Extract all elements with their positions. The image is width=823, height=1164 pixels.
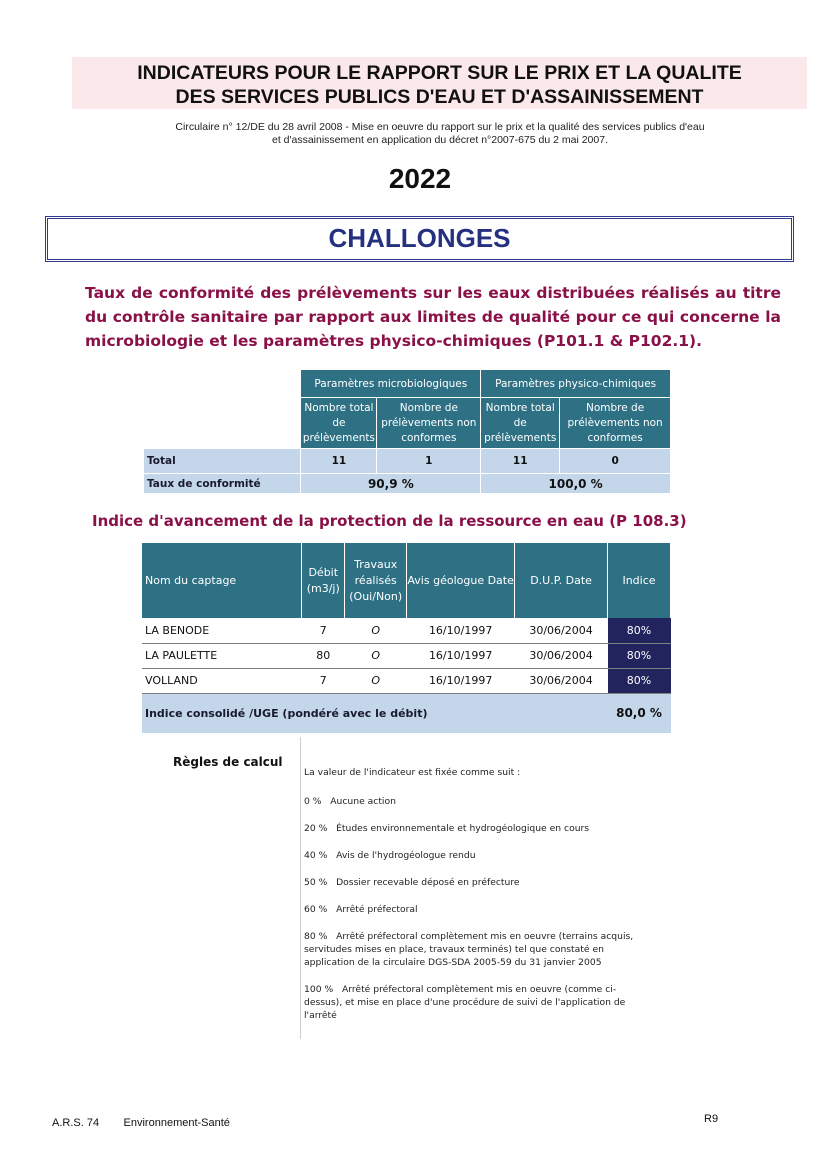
- row-debit: 7: [302, 618, 345, 643]
- group-physico-header: Paramètres physico-chimiques: [481, 370, 671, 398]
- rules-divider: [300, 737, 301, 1039]
- table-row: [142, 643, 671, 668]
- row-travaux: O: [345, 618, 407, 643]
- row-avis: 16/10/1997: [407, 643, 515, 668]
- header-avis: Avis géologue Date: [407, 543, 515, 618]
- group-micro-header: Paramètres microbiologiques: [301, 370, 481, 398]
- conformity-rate-row: [144, 474, 671, 494]
- header-travaux: Travaux réalisés (Oui/Non): [345, 543, 407, 618]
- row-dup: 30/06/2004: [515, 668, 608, 693]
- row-avis: 16/10/1997: [407, 668, 515, 693]
- footer-dept: Environnement-Santé: [123, 1117, 230, 1129]
- rule-item: 50 % Dossier recevable déposé en préfecture: [304, 877, 520, 888]
- physico-total-header: Nombre total de prélèvements: [481, 398, 560, 449]
- row-indice: 80%: [608, 643, 671, 668]
- header-dup: D.U.P. Date: [515, 543, 608, 618]
- circular-line-1: Circulaire n° 12/DE du 28 avril 2008 - Mise en oeuvre du rapport sur le prix et la qualité des services publics d'eau: [175, 121, 705, 133]
- physico-total-value: 11: [481, 449, 560, 474]
- physico-nc-header: Nombre de prélèvements non conformes: [560, 398, 671, 449]
- row-debit: 80: [302, 643, 345, 668]
- footer-org: A.R.S. 74: [52, 1117, 100, 1129]
- row-travaux: O: [345, 643, 407, 668]
- rule-item: 0 % Aucune action: [304, 796, 396, 807]
- footer-left: [52, 1117, 230, 1129]
- row-nom: LA PAULETTE: [142, 643, 302, 668]
- title-line-2: DES SERVICES PUBLICS D'EAU ET D'ASSAINISSEMENT: [175, 86, 704, 108]
- report-year: 2022: [388, 163, 452, 194]
- conformity-rate-label: Taux de conformité: [144, 474, 301, 494]
- table-row: [142, 618, 671, 643]
- total-label: Total: [144, 449, 301, 474]
- consolidated-row: [142, 693, 671, 733]
- rule-item: 20 % Études environnementale et hydrogéologique en cours: [304, 823, 590, 834]
- page-title: [72, 61, 807, 109]
- header-indice: Indice: [608, 543, 671, 618]
- row-dup: 30/06/2004: [515, 618, 608, 643]
- protection-header-row: [142, 543, 671, 618]
- total-row: [144, 449, 671, 474]
- row-indice: 80%: [608, 618, 671, 643]
- rule-item: 60 % Arrêté préfectoral: [304, 904, 418, 915]
- consolidated-value: 80,0 %: [608, 693, 671, 733]
- row-travaux: O: [345, 668, 407, 693]
- circular-line-2: et d'assainissement en application du décret n°2007-675 du 2 mai 2007.: [271, 134, 608, 146]
- micro-total-value: 11: [301, 449, 377, 474]
- micro-conformity-rate: 90,9 %: [301, 474, 481, 494]
- conformity-table: [143, 369, 671, 494]
- section-protection-heading: Indice d'avancement de la protection de la ressource en eau (P 108.3): [92, 512, 687, 530]
- rule-item: 40 % Avis de l'hydrogéologue rendu: [304, 850, 476, 861]
- rule-item: 80 % Arrêté préfectoral complètement mis en oeuvre (terrains acquis, servitudes mises en place, travaux terminés) tel que constaté en application de la circulaire DGS-SDA 2005-59 du 31 janvier 2005: [304, 931, 634, 968]
- row-dup: 30/06/2004: [515, 643, 608, 668]
- consolidated-label: Indice consolidé /UGE (pondéré avec le débit): [142, 693, 608, 733]
- micro-total-header: Nombre total de prélèvements: [301, 398, 377, 449]
- circular-reference: [120, 121, 760, 147]
- rules-label: Règles de calcul: [173, 755, 283, 769]
- micro-nc-value: 1: [377, 449, 481, 474]
- table-row: [142, 668, 671, 693]
- commune-name: CHALLONGES: [328, 223, 511, 253]
- header-debit: Débit (m3/j): [302, 543, 345, 618]
- title-line-1: INDICATEURS POUR LE RAPPORT SUR LE PRIX ET LA QUALITE: [137, 62, 742, 84]
- row-nom: LA BENODE: [142, 618, 302, 643]
- header-nom: Nom du captage: [142, 543, 302, 618]
- section-conformity-heading: Taux de conformité des prélèvements sur les eaux distribuées réalisés au titre du contrôle sanitaire par rapport aux limites de qualité pour ce qui concerne la microbiologie et les paramètres physico-chimiques (P101.1 & P102.1).: [85, 284, 781, 350]
- row-nom: VOLLAND: [142, 668, 302, 693]
- micro-nc-header: Nombre de prélèvements non conformes: [377, 398, 481, 449]
- row-avis: 16/10/1997: [407, 618, 515, 643]
- row-indice: 80%: [608, 668, 671, 693]
- rules-intro: La valeur de l'indicateur est fixée comme suit :: [304, 767, 521, 778]
- protection-table: [142, 543, 671, 733]
- page-number: R9: [704, 1113, 719, 1125]
- physico-conformity-rate: 100,0 %: [481, 474, 671, 494]
- physico-nc-value: 0: [560, 449, 671, 474]
- row-debit: 7: [302, 668, 345, 693]
- rules-list: [304, 766, 644, 1022]
- rule-item: 100 % Arrêté préfectoral complètement mis en oeuvre (comme ci-dessus), et mise en place d'une procédure de suivi de l'application de l'arrêté: [304, 984, 626, 1021]
